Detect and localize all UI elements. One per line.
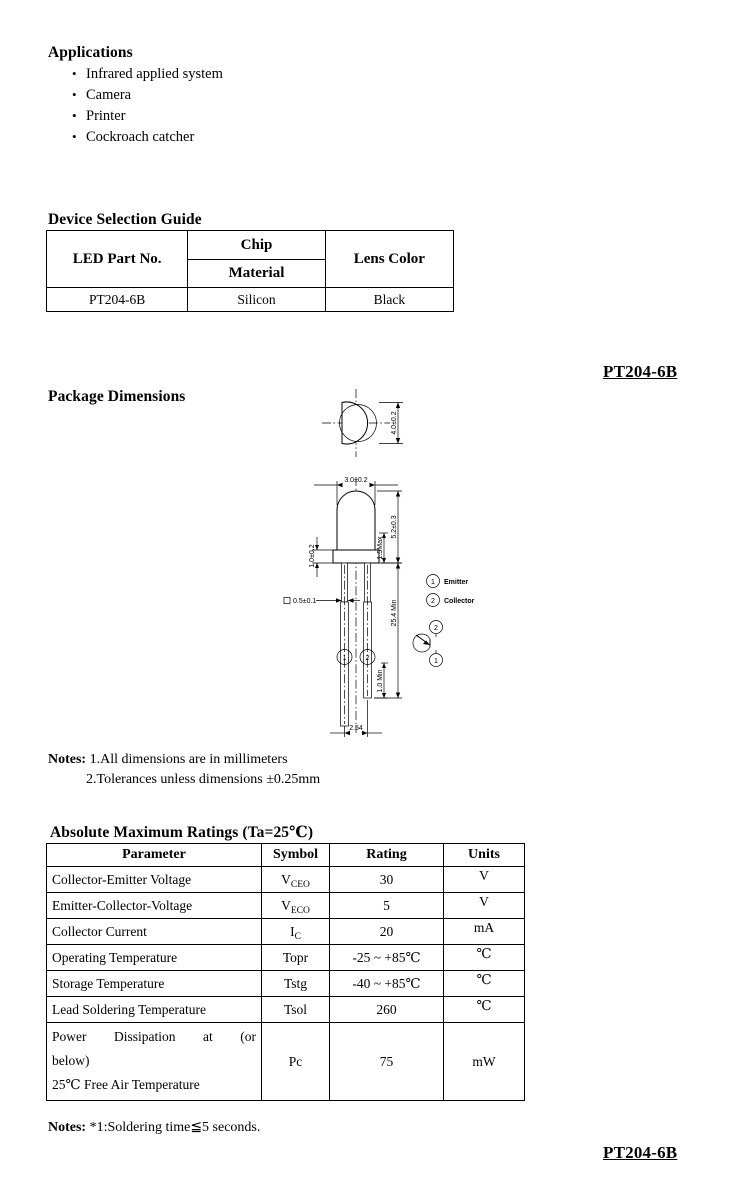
applications-heading: Applications [48, 44, 133, 61]
lead-label-pin1: 1 [342, 655, 347, 662]
cell-rating: 30 [330, 867, 444, 893]
power-param-line-1: Power Dissipation at (or [52, 1029, 256, 1044]
part-number-stamp-top: PT204-6B [603, 362, 678, 381]
cell-symbol: $V_{CEO}$ [262, 867, 330, 893]
cell-rating: -25 ~ +85℃ [330, 945, 444, 971]
pinout-symbol-pin1: 1 [434, 658, 438, 665]
cell-parameter: Collector Current [47, 919, 262, 945]
package-dimensions-heading: Package Dimensions [48, 388, 186, 405]
cell-parameter: Collector-Emitter Voltage [47, 867, 262, 893]
dim-body-width: 3.0±0.2 [344, 477, 368, 484]
package-note-2: 2.Tolerances unless dimensions ±0.25mm [86, 772, 321, 787]
cell-units: ℃ [444, 945, 525, 971]
cell-parameter: Lead Soldering Temperature [47, 997, 262, 1023]
list-item: • Camera [72, 85, 223, 106]
table-row [47, 867, 525, 893]
cell-chip-material: Silicon [188, 288, 325, 312]
cell-symbol: Pc [262, 1023, 330, 1101]
power-param-line-3: 25℃ Free Air Temperature [52, 1077, 200, 1092]
pin-legend-label-emitter: Emitter [444, 579, 469, 586]
cell-units: V [444, 893, 525, 919]
dim-lead-clearance: 1.0 Min [377, 669, 384, 693]
list-item: • Infrared applied system [72, 64, 223, 85]
ratings-notes-label: Notes: [48, 1120, 87, 1135]
cell-symbol: $V_{ECO}$ [262, 893, 330, 919]
pin-legend-label-collector: Collector [444, 598, 475, 605]
cell-symbol: $I_C$ [262, 919, 330, 945]
device-selection-table [46, 230, 454, 312]
table-row-power-dissipation [47, 1023, 525, 1101]
table-row [47, 945, 525, 971]
cell-parameter: Storage Temperature [47, 971, 262, 997]
column-header-chip-material [188, 231, 325, 288]
column-header-symbol: Symbol [262, 844, 330, 867]
table-row [47, 971, 525, 997]
package-notes-label: Notes: [48, 752, 87, 767]
cell-units: mA [444, 919, 525, 945]
column-header-parameter: Parameter [47, 844, 262, 867]
cell-symbol: Topr [262, 945, 330, 971]
cell-parameter-power-dissipation [47, 1023, 262, 1101]
cell-rating: -40 ~ +85℃ [330, 971, 444, 997]
column-header-chip: Chip [188, 232, 324, 260]
column-header-rating: Rating [330, 844, 444, 867]
ratings-notes [48, 1118, 260, 1138]
pin-legend-number-2: 2 [431, 598, 435, 605]
dim-top-view-diameter: 4.0±0.2 [391, 411, 398, 435]
column-header-units: Units [444, 844, 525, 867]
cell-lens-color: Black [325, 288, 453, 312]
package-notes [48, 750, 320, 790]
pin-legend-number-1: 1 [431, 579, 435, 586]
cell-units: V [444, 867, 525, 893]
table-row [47, 919, 525, 945]
cell-units: ℃ [444, 971, 525, 997]
dim-body-height: 5.2±0.3 [391, 515, 398, 539]
part-number-stamp-bottom: PT204-6B [603, 1143, 678, 1162]
cell-units: ℃ [444, 997, 525, 1023]
cell-symbol: Tsol [262, 997, 330, 1023]
cell-parameter: Emitter-Collector-Voltage [47, 893, 262, 919]
dim-lead-section: 0.5±0.1 [293, 598, 317, 605]
cell-rating: 75 [330, 1023, 444, 1101]
power-param-line-2: below) [52, 1053, 90, 1068]
lead-label-pin2: 2 [365, 655, 370, 662]
ratings-heading: Absolute Maximum Ratings (Ta=25℃) [50, 824, 314, 841]
cell-part-no: PT204-6B [47, 288, 188, 312]
dim-flange-thickness: 1.0±0.2 [309, 544, 316, 568]
package-dimensions-drawing [250, 385, 530, 740]
dim-lead-length: 25.4 Min [391, 599, 398, 627]
cell-rating: 5 [330, 893, 444, 919]
cell-parameter: Operating Temperature [47, 945, 262, 971]
dim-dome-height: 1.5Max [377, 536, 384, 560]
dim-lead-spacing: 2.54 [349, 725, 363, 732]
table-row [47, 893, 525, 919]
column-header-lens-color: Lens Color [325, 231, 453, 288]
ratings-note-text: *1:Soldering time≦5 seconds. [89, 1120, 261, 1135]
list-item: • Cockroach catcher [72, 127, 223, 148]
table-row [47, 997, 525, 1023]
column-header-part-no: LED Part No. [47, 231, 188, 288]
table-row [47, 288, 454, 312]
cell-units: mW [444, 1023, 525, 1101]
pinout-symbol-pin2: 2 [434, 625, 438, 632]
device-selection-heading: Device Selection Guide [48, 211, 202, 228]
package-note-1: 1.All dimensions are in millimeters [89, 752, 288, 767]
cell-symbol: Tstg [262, 971, 330, 997]
cell-rating: 260 [330, 997, 444, 1023]
absolute-maximum-ratings-table [46, 843, 525, 1101]
cell-rating: 20 [330, 919, 444, 945]
applications-list [72, 64, 223, 148]
list-item: • Printer [72, 106, 223, 127]
column-header-material: Material [228, 264, 285, 281]
